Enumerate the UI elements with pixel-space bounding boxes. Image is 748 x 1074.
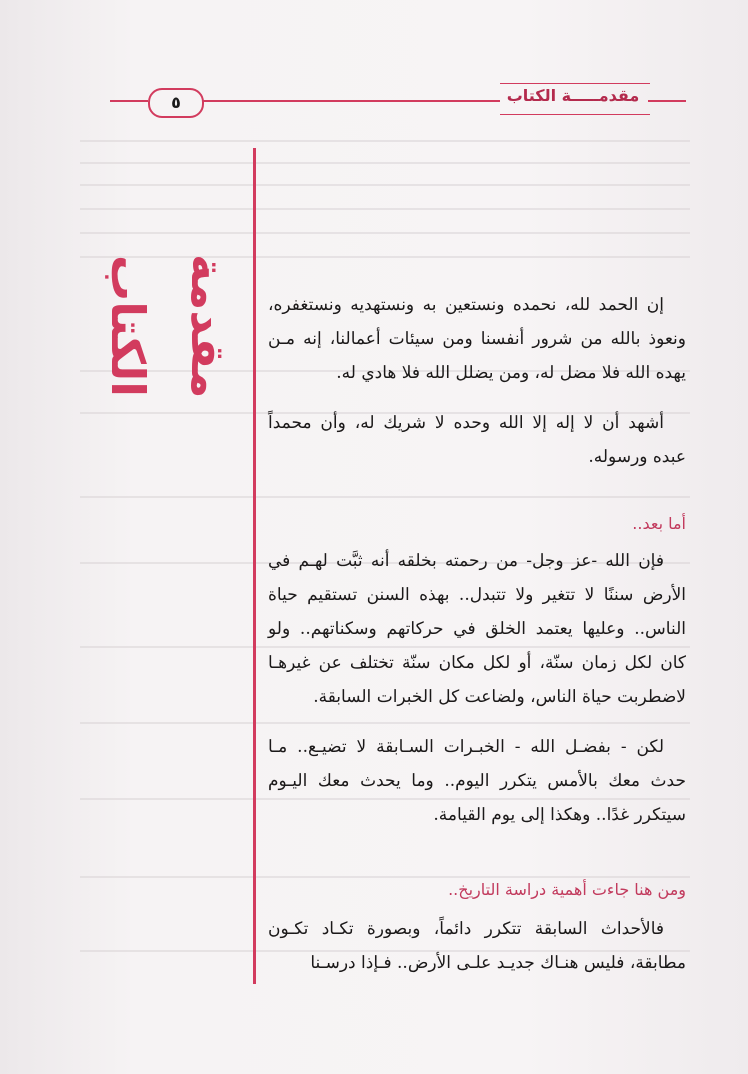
bleed-through-line [80, 496, 690, 498]
bleed-through-line [80, 140, 690, 142]
paragraph: إن الحمد لله، نحمده ونستعين به ونستهديه ونستغفره، ونعوذ بالله من شرور أنفسنا ومن سيئات أعمالنا، إنه مـن يهده الله فلا مضل له، ومن يضلل الله فلا هادي له. [268, 295, 686, 383]
main-text [268, 544, 686, 832]
closing-text [268, 912, 686, 980]
chapter-title: مقدمة الكتاب [101, 253, 235, 399]
header-rule-middle [200, 100, 500, 102]
chapter-title-rule [253, 148, 256, 984]
running-head-rule-bottom [500, 114, 650, 115]
paragraph: فالأحداث السابقة تتكرر دائماً، وبصورة تكـاد تكـون مطابقة، فليس هنـاك جديـد علـى الأرض.. فـإذا درسـنا [268, 919, 686, 973]
bleed-through-line [80, 162, 690, 164]
running-head: مقدمـــــة الكتاب [506, 86, 640, 105]
page-number: ٥ [148, 88, 204, 118]
intro-text [268, 288, 686, 474]
paragraph: لكن - بفضـل الله - الخبـرات السـابقة لا تضيـع.. مـا حدث معك بالأمس يتكرر اليوم.. وما يحدث معك اليـوم سيتكرر غدًا.. وهكذا إلى يوم القيامة. [268, 737, 686, 825]
running-head-rule-top [500, 83, 650, 84]
bleed-through-line [80, 876, 690, 878]
header-rule-right [648, 100, 686, 102]
subhead-amma-baad: أما بعد.. [632, 514, 686, 533]
subhead-importance-of-history: ومن هنا جاءت أهمية دراسة التاريخ.. [448, 880, 686, 899]
paragraph: أشهد أن لا إله إلا الله وحده لا شريك له، وأن محمداً عبده ورسوله. [268, 413, 686, 467]
paragraph: فإن الله -عز وجل- من رحمته بخلقه أنه ثبَّت لهـم في الأرض سننًا لا تتغير ولا تتبدل.. بهذه السنن تستقيم حياة الناس.. وعليها يعتمد الخلق في حركاتهم وسكناتهم.. ولو كان لكل زمان سنّة، أو لكل مكان سنّة تختلف عن غيرهـا لاضطربت حياة الناس، ولضاعت كل الخبرات السابقة. [268, 551, 686, 707]
header-rule-left [110, 100, 148, 102]
